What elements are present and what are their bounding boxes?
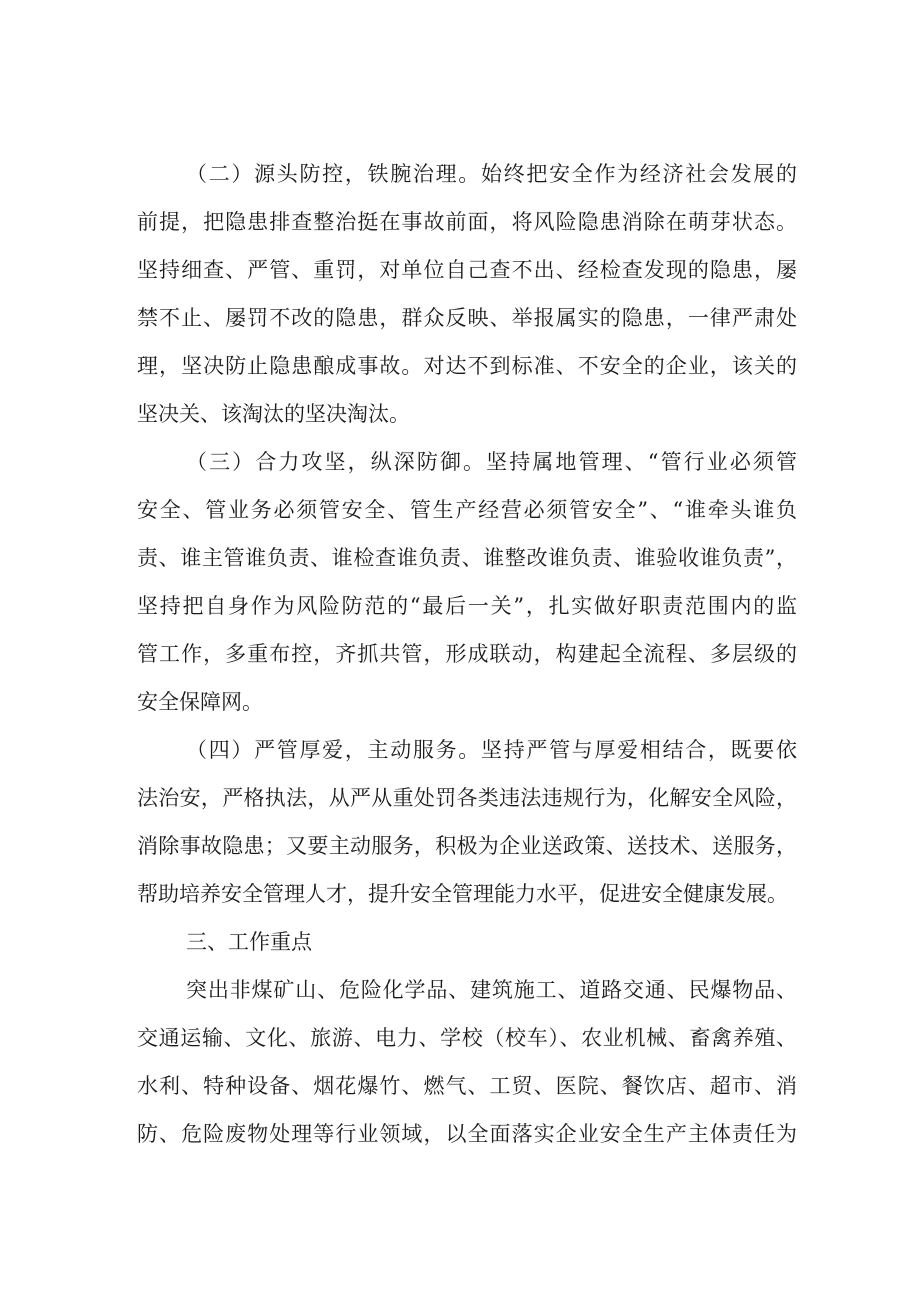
paragraph-2-line-5: 理，坚决防止隐患酿成事故。对达不到标准、不安全的企业，该关的 <box>137 354 797 378</box>
paragraph-4-line-1: （四）严管厚爱，主动服务。坚持严管与厚爱相结合，既要依 <box>186 738 797 762</box>
paragraph-3-line-1: （三）合力攻坚，纵深防御。坚持属地管理、“管行业必须管 <box>186 450 797 474</box>
paragraph-5-line-3: 水利、特种设备、烟花爆竹、燃气、工贸、医院、餐饮店、超市、消 <box>137 1074 797 1098</box>
paragraph-5-line-4: 防、危险废物处理等行业领域，以全面落实企业安全生产主体责任为 <box>137 1122 797 1146</box>
paragraph-5-line-1: 突出非煤矿山、危险化学品、建筑施工、道路交通、民爆物品、 <box>186 978 797 1002</box>
paragraph-2-line-3: 坚持细查、严管、重罚，对单位自己查不出、经检查发现的隐患，屡 <box>137 258 797 282</box>
paragraph-4-line-4: 帮助培养安全管理人才，提升安全管理能力水平，促进安全健康发展。 <box>137 882 788 906</box>
paragraph-3-line-2: 安全、管业务必须管安全、管生产经营必须管安全”、“谁牵头谁负 <box>137 498 797 522</box>
paragraph-4-line-2: 法治安，严格执法，从严从重处罚各类违法违规行为，化解安全风险， <box>137 786 797 810</box>
paragraph-5-line-2: 交通运输、文化、旅游、电力、学校（校车）、农业机械、畜禽养殖、 <box>137 1026 797 1050</box>
paragraph-2-line-2: 前提，把隐患排查整治挺在事故前面，将风险隐患消除在萌芽状态。 <box>137 210 797 234</box>
paragraph-4-line-3: 消除事故隐患；又要主动服务，积极为企业送政策、送技术、送服务， <box>137 834 797 858</box>
paragraph-2-line-1: （二）源头防控，铁腕治理。始终把安全作为经济社会发展的 <box>186 162 797 186</box>
paragraph-2-line-4: 禁不止、屡罚不改的隐患，群众反映、举报属实的隐患，一律严肃处 <box>137 306 797 330</box>
paragraph-3-line-5: 管工作，多重布控，齐抓共管，形成联动，构建起全流程、多层级的 <box>137 642 797 666</box>
paragraph-3-line-6: 安全保障网。 <box>137 690 263 714</box>
paragraph-3-line-4: 坚持把自身作为风险防范的“最后一关”，扎实做好职责范围内的监 <box>137 594 797 618</box>
paragraph-2-line-6: 坚决关、该淘汰的坚决淘汰。 <box>137 402 410 426</box>
paragraph-3-line-3: 责、谁主管谁负责、谁检查谁负责、谁整改谁负责、谁验收谁负责”， <box>137 546 797 570</box>
section-heading: 三、工作重点 <box>186 930 312 954</box>
